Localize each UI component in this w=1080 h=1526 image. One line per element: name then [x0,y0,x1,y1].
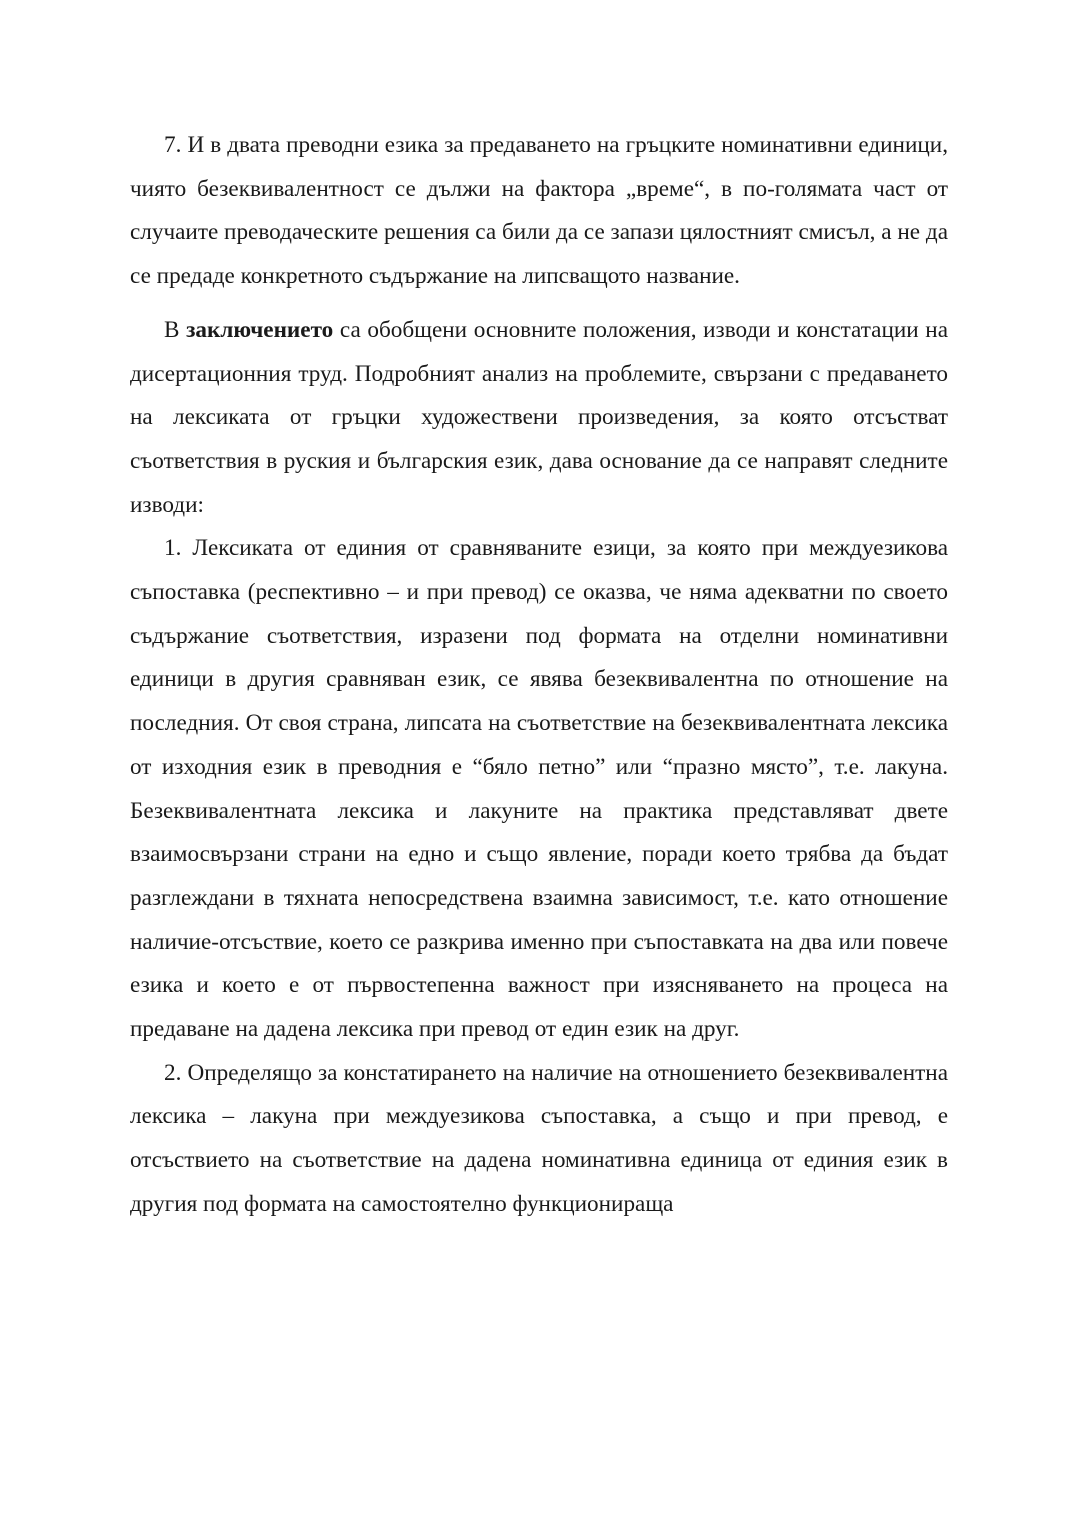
paragraph-conclusion-7: 7. И в двата преводни езика за предаването на гръцките номинативни единици, чиято безеквивалентност се дължи на фактора „време“, в по-голямата част от случаите преводаческите решения са били да се запази цялостният смисъл, а не да се предаде конкретното съдържание на липсващото название. [130,132,948,290]
bold-term-conclusion: заключението [186,316,334,343]
paragraph-lead-text: В [164,316,187,343]
paragraph-finding-1: 1. Лексиката от единия от сравняваните езици, за която при междуезикова съпоставка (респективно – и при превод) се оказва, че няма адекватни по своето съдържание съответствия, изразени под формата на отделни номинативни единици в другия сравняван език, се явява безеквивалентна по отношение на последния. От своя страна, липсата на съответствие на безеквивалентната лексика от изходния език в преводния е “бяло петно” или “празно място”, т.е. лакуна. Безеквивалентната лексика и лакуните на практика представляват двете взаимосвързани страни на едно и също явление, поради което трябва да бъдат разглеждани в тяхната непосредствена взаимна зависимост, т.е. като отношение наличие-отсъствие, което се разкрива именно при съпоставката на два или повече езика и което е от първостепенна важност при изясняването на процеса на предаване на дадена лексика при превод от един език на друг. [130,535,948,1043]
document-page [130,124,948,1227]
paragraph-conclusion-intro [130,309,948,528]
paragraph-body-text: са обобщени основните положения, изводи и констатации на дисертационния труд. Подробният анализ на проблемите, свързани с предаването на лексиката от гръцки художествени произведения, за която отсъстват съответствия в руския и българския език, дава основание да се направят следните изводи: [130,316,948,518]
paragraph-finding-2: 2. Определящо за констатирането на наличие на отношението безеквивалентна лексика – лакуна при междуезикова съпоставка, а също и при превод, е отсъствието на съответствие на дадена номинативна единица от единия език в другия под формата на самостоятелно функционираща [130,1059,948,1217]
